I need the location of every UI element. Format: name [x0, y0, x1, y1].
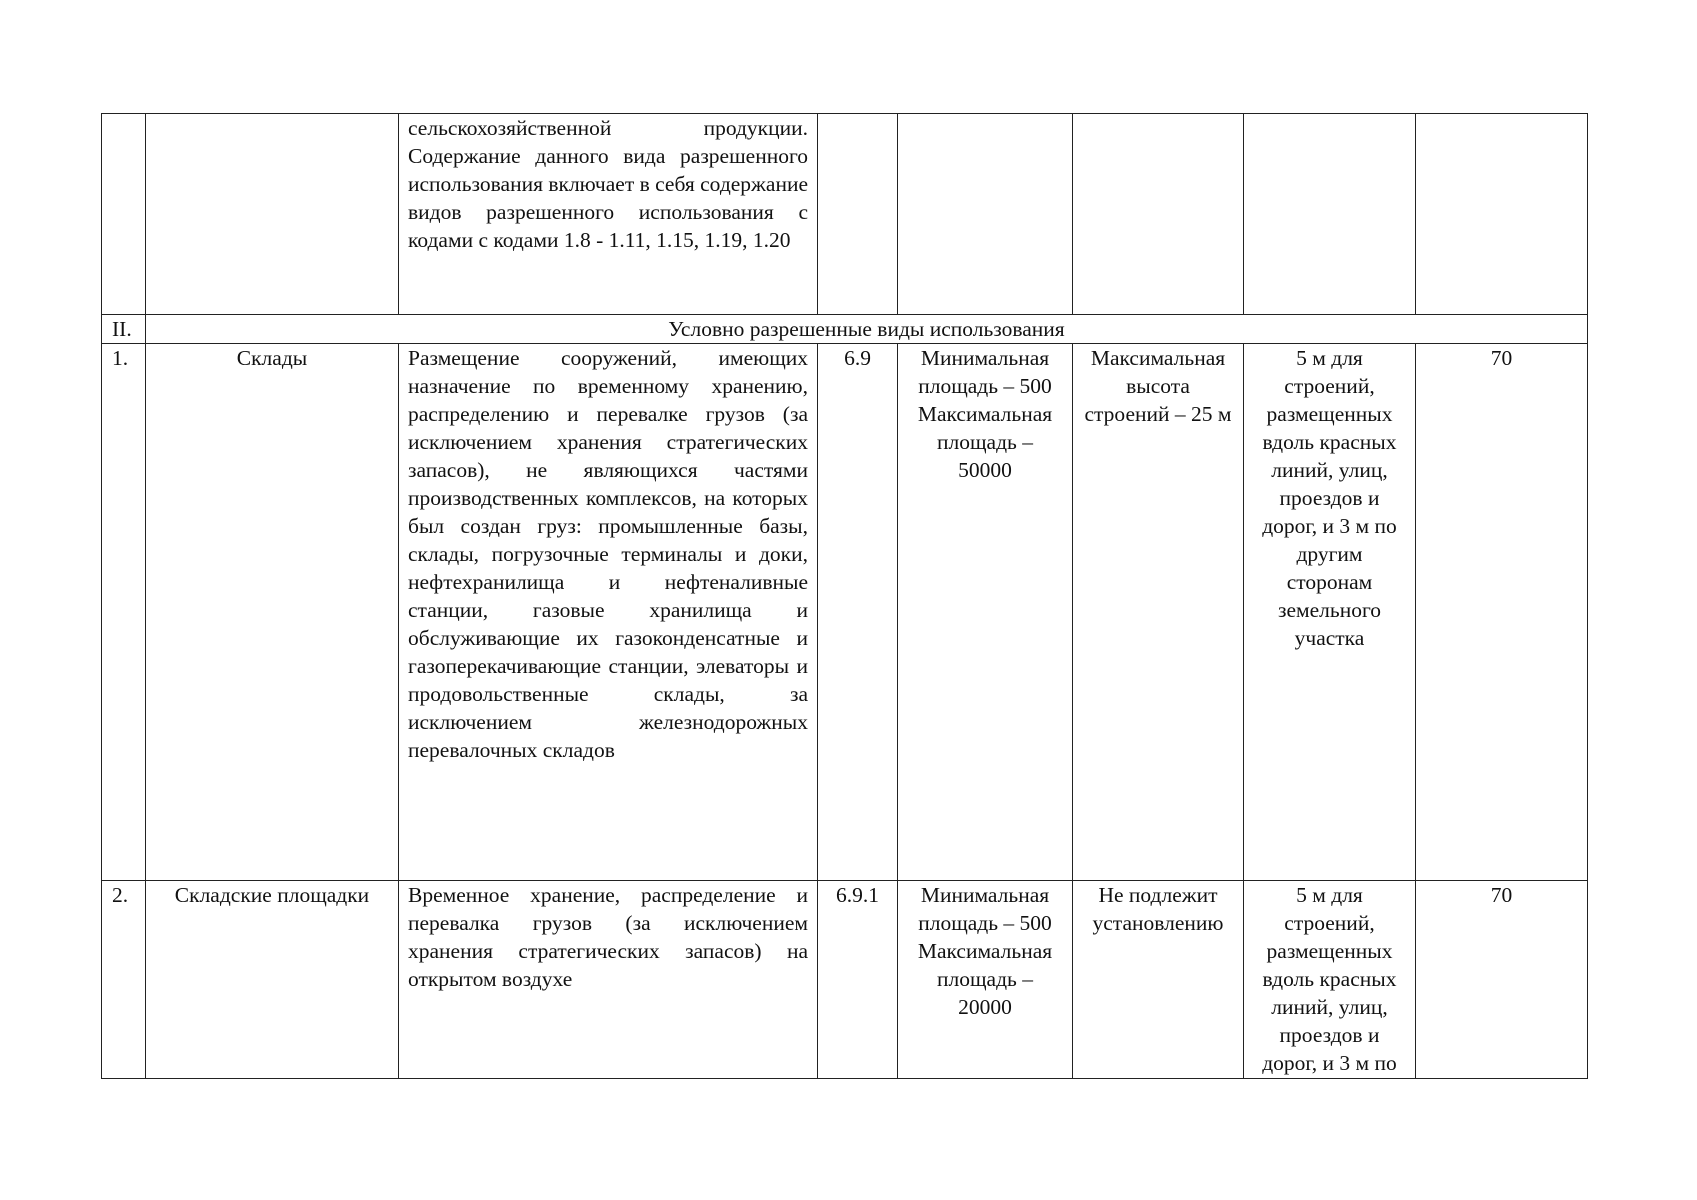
row-number-cell: 2. — [102, 881, 146, 1079]
table-section-header — [102, 315, 1588, 344]
building-height-cell — [1073, 344, 1244, 881]
setback-line: другим — [1296, 542, 1363, 566]
table-row-continuation — [102, 114, 1588, 315]
setback-line: земельного — [1277, 598, 1381, 622]
plot-area-line: Минимальная — [920, 883, 1050, 907]
use-description-cell: Временное хранение, распределение и перевалка грузов (за исключением хранения стратегических запасов) на открытом воздухе — [399, 881, 818, 1079]
row-number-cell: 1. — [102, 344, 146, 881]
setback-line: строений, — [1284, 374, 1375, 398]
setback-line: участка — [1294, 626, 1365, 650]
setback-line: линий, улиц, — [1271, 458, 1388, 482]
setback-cell — [1244, 114, 1416, 315]
plot-area-cell — [898, 344, 1073, 881]
section-number: II. — [102, 315, 146, 344]
land-use-table — [101, 113, 1588, 1079]
setback-line: 5 м для — [1296, 346, 1363, 370]
row-number-cell — [102, 114, 146, 315]
plot-area-line: площадь – 500 — [918, 911, 1052, 935]
table-row — [102, 344, 1588, 881]
building-height-cell — [1073, 114, 1244, 315]
setback-line: проездов и — [1279, 1023, 1380, 1047]
plot-area-line: площадь – — [937, 430, 1033, 454]
height-line: Максимальная — [1090, 346, 1226, 370]
use-description-cell: сельскохозяйственной продукции. Содержание данного вида разрешенного использования включает в себя содержание видов разрешенного использования с кодами с кодами 1.8 - 1.11, 1.15, 1.19, 1.20 — [399, 114, 818, 315]
plot-area-line: Максимальная — [917, 939, 1053, 963]
use-name-cell: Склады — [146, 344, 399, 881]
use-name-cell — [146, 114, 399, 315]
setback-cell — [1244, 881, 1416, 1079]
table-row — [102, 881, 1588, 1079]
height-line: высота — [1126, 374, 1190, 398]
plot-area-cell — [898, 114, 1073, 315]
use-code-cell: 6.9 — [818, 344, 898, 881]
setback-line: вдоль красных — [1262, 430, 1397, 454]
setback-cell — [1244, 344, 1416, 881]
setback-line: линий, улиц, — [1271, 995, 1388, 1019]
setback-line: сторонам — [1286, 570, 1373, 594]
setback-line: размещенных — [1266, 402, 1393, 426]
setback-line: дорог, и 3 м по — [1262, 514, 1397, 538]
plot-area-line: 50000 — [958, 458, 1012, 482]
setback-line: вдоль красных — [1262, 967, 1397, 991]
setback-line: размещенных — [1266, 939, 1393, 963]
setback-line: 5 м для — [1296, 883, 1363, 907]
plot-area-line: 20000 — [958, 995, 1012, 1019]
building-height-cell — [1073, 881, 1244, 1079]
plot-area-line: площадь – — [937, 967, 1033, 991]
coverage-cell: 70 — [1416, 344, 1588, 881]
plot-area-cell — [898, 881, 1073, 1079]
setback-line: дорог, и 3 м по — [1262, 1051, 1397, 1075]
use-code-cell: 6.9.1 — [818, 881, 898, 1079]
height-line: установлению — [1092, 911, 1224, 935]
plot-area-line: площадь – 500 — [918, 374, 1052, 398]
use-code-cell — [818, 114, 898, 315]
height-line: строений – 25 м — [1084, 402, 1232, 426]
plot-area-line: Минимальная — [920, 346, 1050, 370]
coverage-cell: 70 — [1416, 881, 1588, 1079]
section-title: Условно разрешенные виды использования — [146, 315, 1588, 344]
setback-line: проездов и — [1279, 486, 1380, 510]
plot-area-line: Максимальная — [917, 402, 1053, 426]
coverage-cell — [1416, 114, 1588, 315]
height-line: Не подлежит — [1098, 883, 1218, 907]
use-description-cell: Размещение сооружений, имеющих назначение по временному хранению, распределению и перевалке грузов (за исключением хранения стратегических запасов), не являющихся частями производственных комплексов, на которых был создан груз: промышленные базы, склады, погрузочные терминалы и доки, нефтехранилища и нефтеналивные станции, газовые хранилища и обслуживающие их газоконденсатные и газоперекачивающие станции, элеваторы и продовольственные склады, за исключением железнодорожных перевалочных складов — [399, 344, 818, 881]
use-name-cell: Складские площадки — [146, 881, 399, 1079]
setback-line: строений, — [1284, 911, 1375, 935]
